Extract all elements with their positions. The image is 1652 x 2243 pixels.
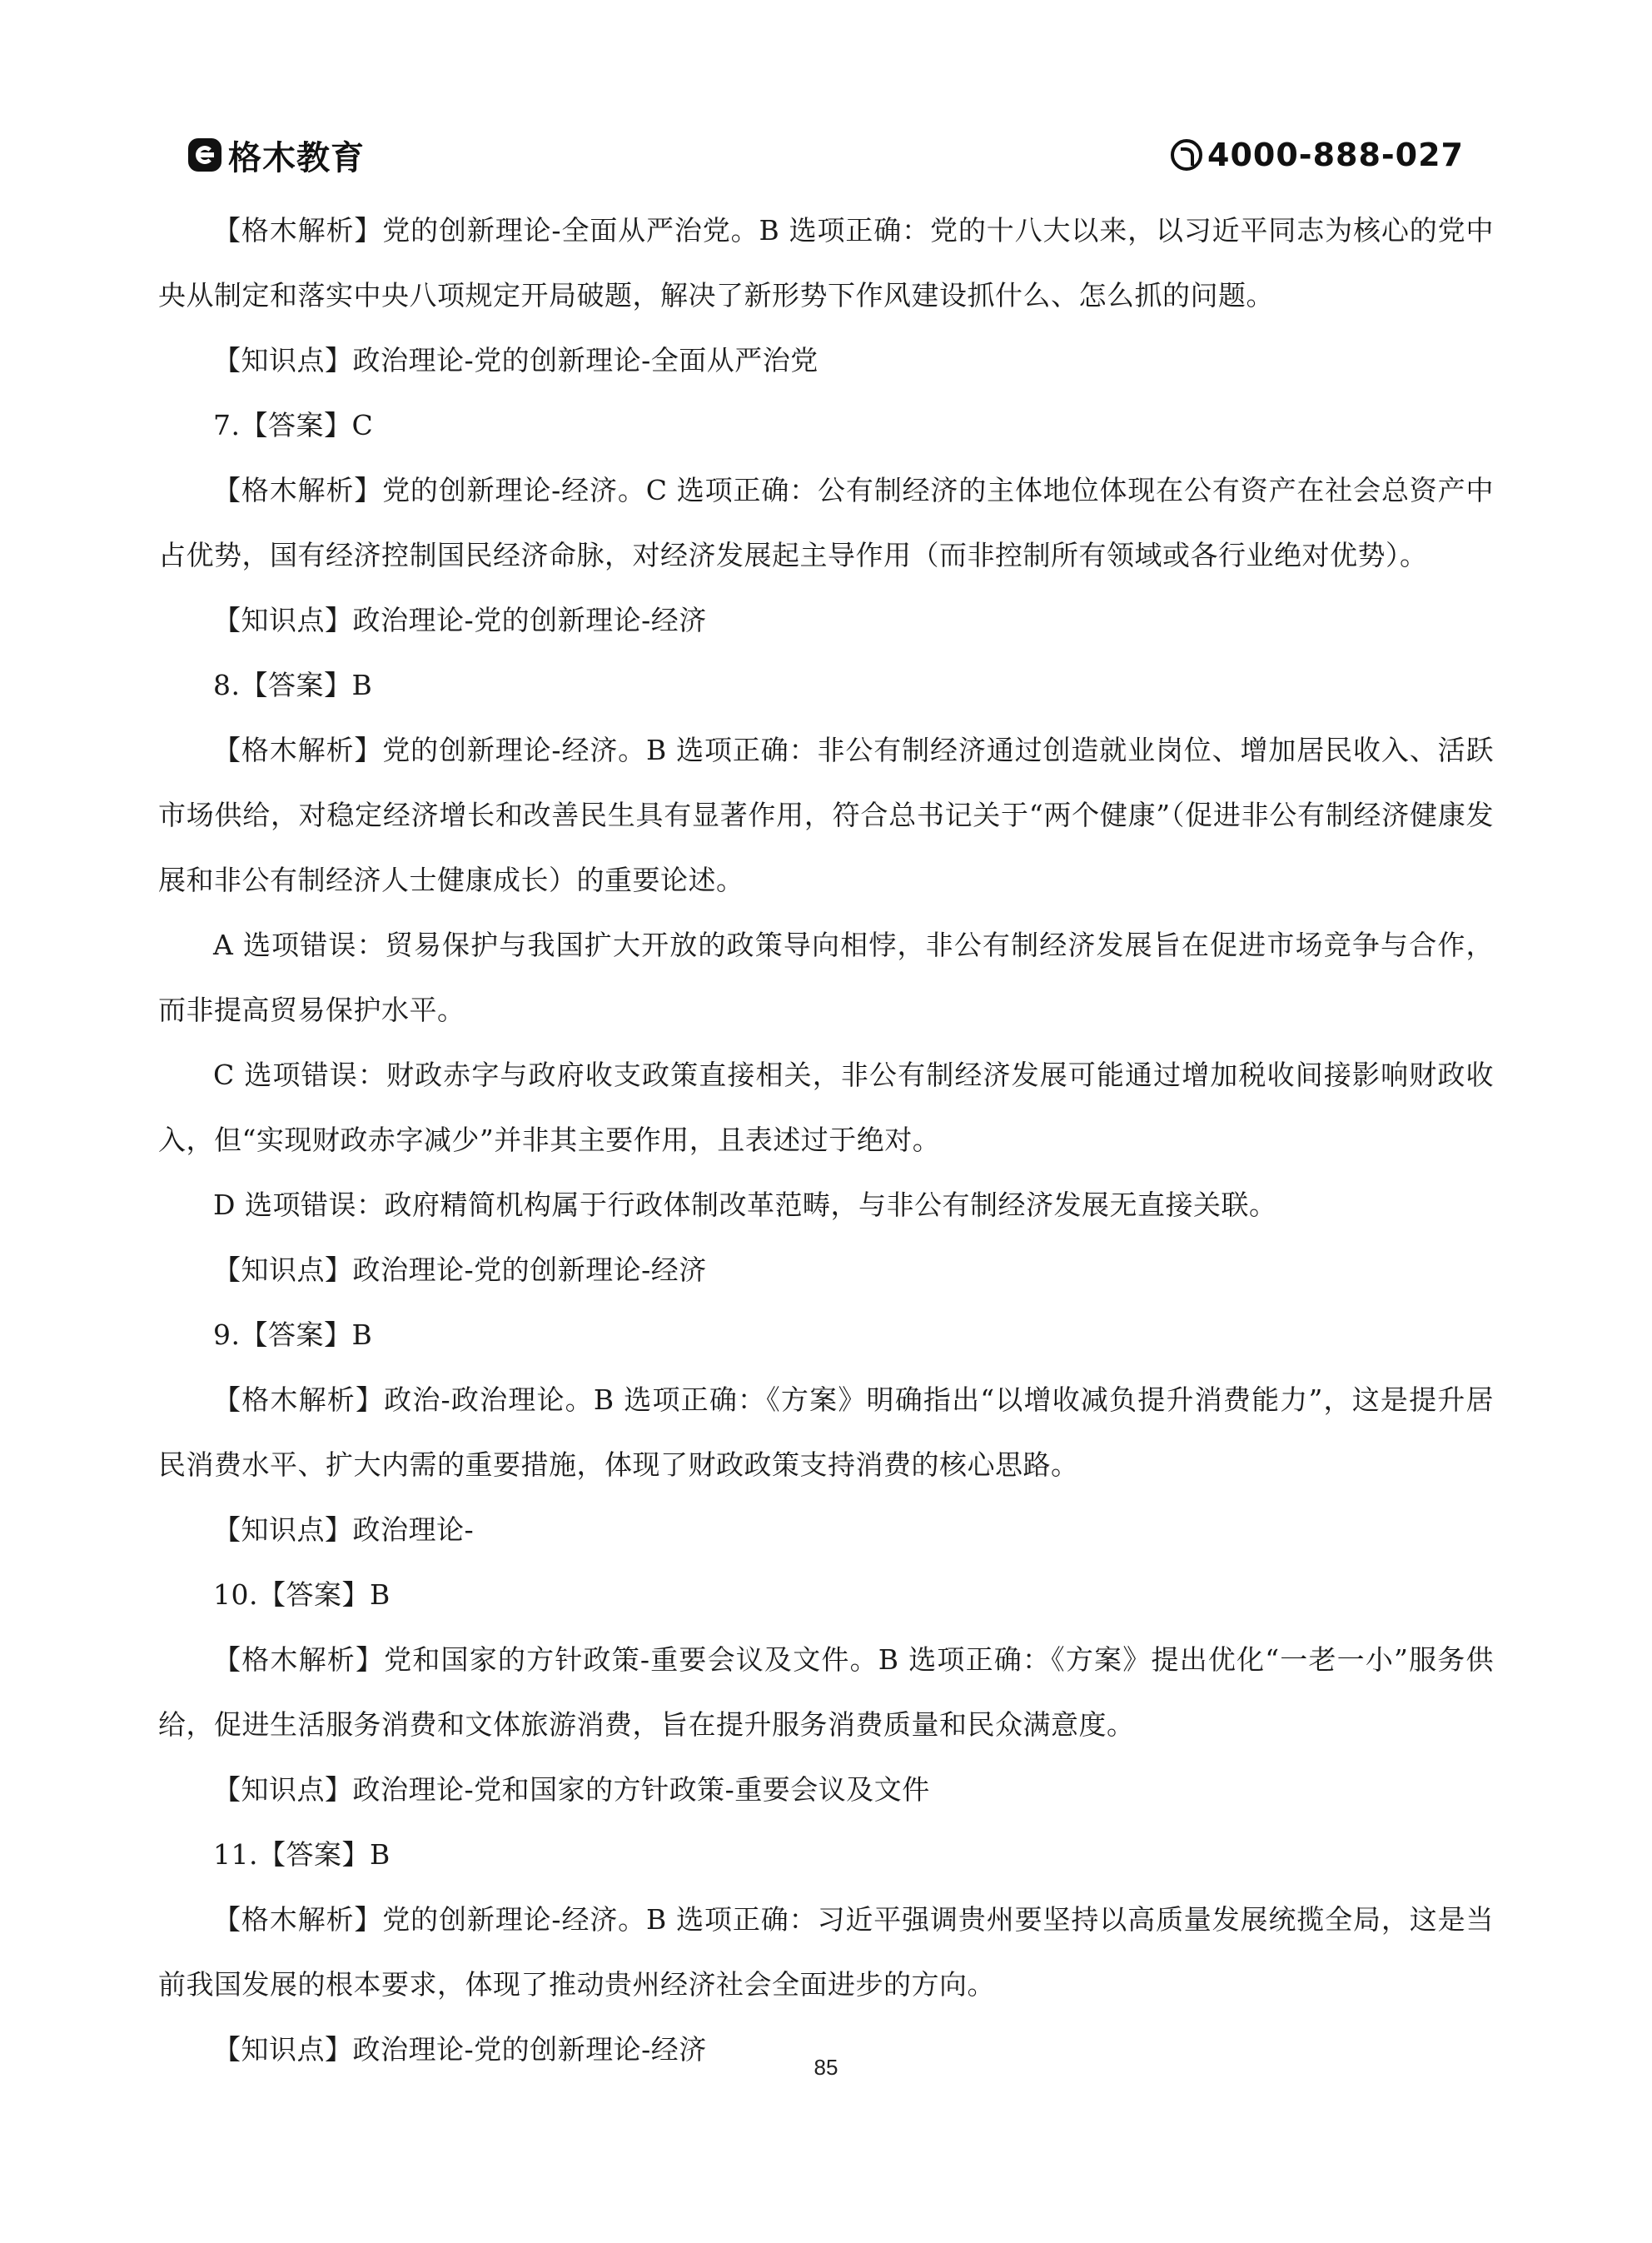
knowledge-point: 【知识点】政治理论-党的创新理论-经济 xyxy=(213,604,707,636)
knowledge-point: 【知识点】政治理论-党的创新理论-经济 xyxy=(213,2033,707,2066)
page-header xyxy=(0,0,1652,192)
answer-line: 9.【答案】B xyxy=(213,1318,373,1351)
phone-icon xyxy=(1171,139,1202,171)
analysis-paragraph: 【格木解析】政治-政治理论。B 选项正确：《方案》明确指出“以增收减负提升消费能力”，这是提升居民消费水平、扩大内需的重要措施，体现了财政政策支持消费的核心思路。 xyxy=(158,1383,1494,1481)
analysis-paragraph: 【格木解析】党的创新理论-经济。C 选项正确：公有制经济的主体地位体现在公有资产在社会总资产中占优势，国有经济控制国民经济命脉，对经济发展起主导作用（而非控制所有领域或各行业绝对优势）。 xyxy=(158,474,1494,571)
knowledge-point: 【知识点】政治理论-党的创新理论-经济 xyxy=(213,1254,707,1286)
knowledge-point: 【知识点】政治理论-党的创新理论-全面从严治党 xyxy=(213,344,819,376)
answer-line: 8.【答案】B xyxy=(213,669,373,701)
analysis-paragraph: 【格木解析】党的创新理论-经济。B 选项正确：非公有制经济通过创造就业岗位、增加居民收入、活跃市场供给，对稳定经济增长和改善民生具有显著作用，符合总书记关于“两个健康”（促进非公有制经济健康发展和非公有制经济人士健康成长）的重要论述。 xyxy=(158,734,1494,896)
hotline-number: 4000-888-027 xyxy=(1207,137,1464,173)
answer-line: 11.【答案】B xyxy=(213,1838,391,1871)
document-body xyxy=(158,198,1494,2082)
brand-logo-icon xyxy=(188,138,221,172)
option-explanation: A 选项错误：贸易保护与我国扩大开放的政策导向相悖，非公有制经济发展旨在促进市场竞争与合作，而非提高贸易保护水平。 xyxy=(158,929,1494,1026)
knowledge-point: 【知识点】政治理论-党和国家的方针政策-重要会议及文件 xyxy=(213,1773,930,1806)
hotline xyxy=(1171,133,1464,177)
brand-logo xyxy=(188,133,365,177)
page-number: 85 xyxy=(814,2055,838,2080)
analysis-paragraph: 【格木解析】党的创新理论-经济。B 选项正确：习近平强调贵州要坚持以高质量发展统揽全局，这是当前我国发展的根本要求，体现了推动贵州经济社会全面进步的方向。 xyxy=(158,1903,1494,2001)
option-explanation: D 选项错误：政府精简机构属于行政体制改革范畴，与非公有制经济发展无直接关联。 xyxy=(213,1189,1277,1221)
option-explanation: C 选项错误：财政赤字与政府收支政策直接相关，非公有制经济发展可能通过增加税收间接影响财政收入，但“实现财政赤字减少”并非其主要作用，且表述过于绝对。 xyxy=(158,1059,1494,1156)
knowledge-point: 【知识点】政治理论- xyxy=(213,1513,475,1546)
brand-name: 格木教育 xyxy=(228,138,365,177)
analysis-paragraph: 【格木解析】党和国家的方针政策-重要会议及文件。B 选项正确：《方案》提出优化“一老一小”服务供给，促进生活服务消费和文体旅游消费，旨在提升服务消费质量和民众满意度。 xyxy=(158,1643,1494,1741)
analysis-paragraph: 【格木解析】党的创新理论-全面从严治党。B 选项正确：党的十八大以来，以习近平同志为核心的党中央从制定和落实中央八项规定开局破题，解决了新形势下作风建设抓什么、怎么抓的问题。 xyxy=(158,214,1494,312)
answer-line: 7.【答案】C xyxy=(213,409,374,441)
answer-line: 10.【答案】B xyxy=(213,1578,391,1611)
